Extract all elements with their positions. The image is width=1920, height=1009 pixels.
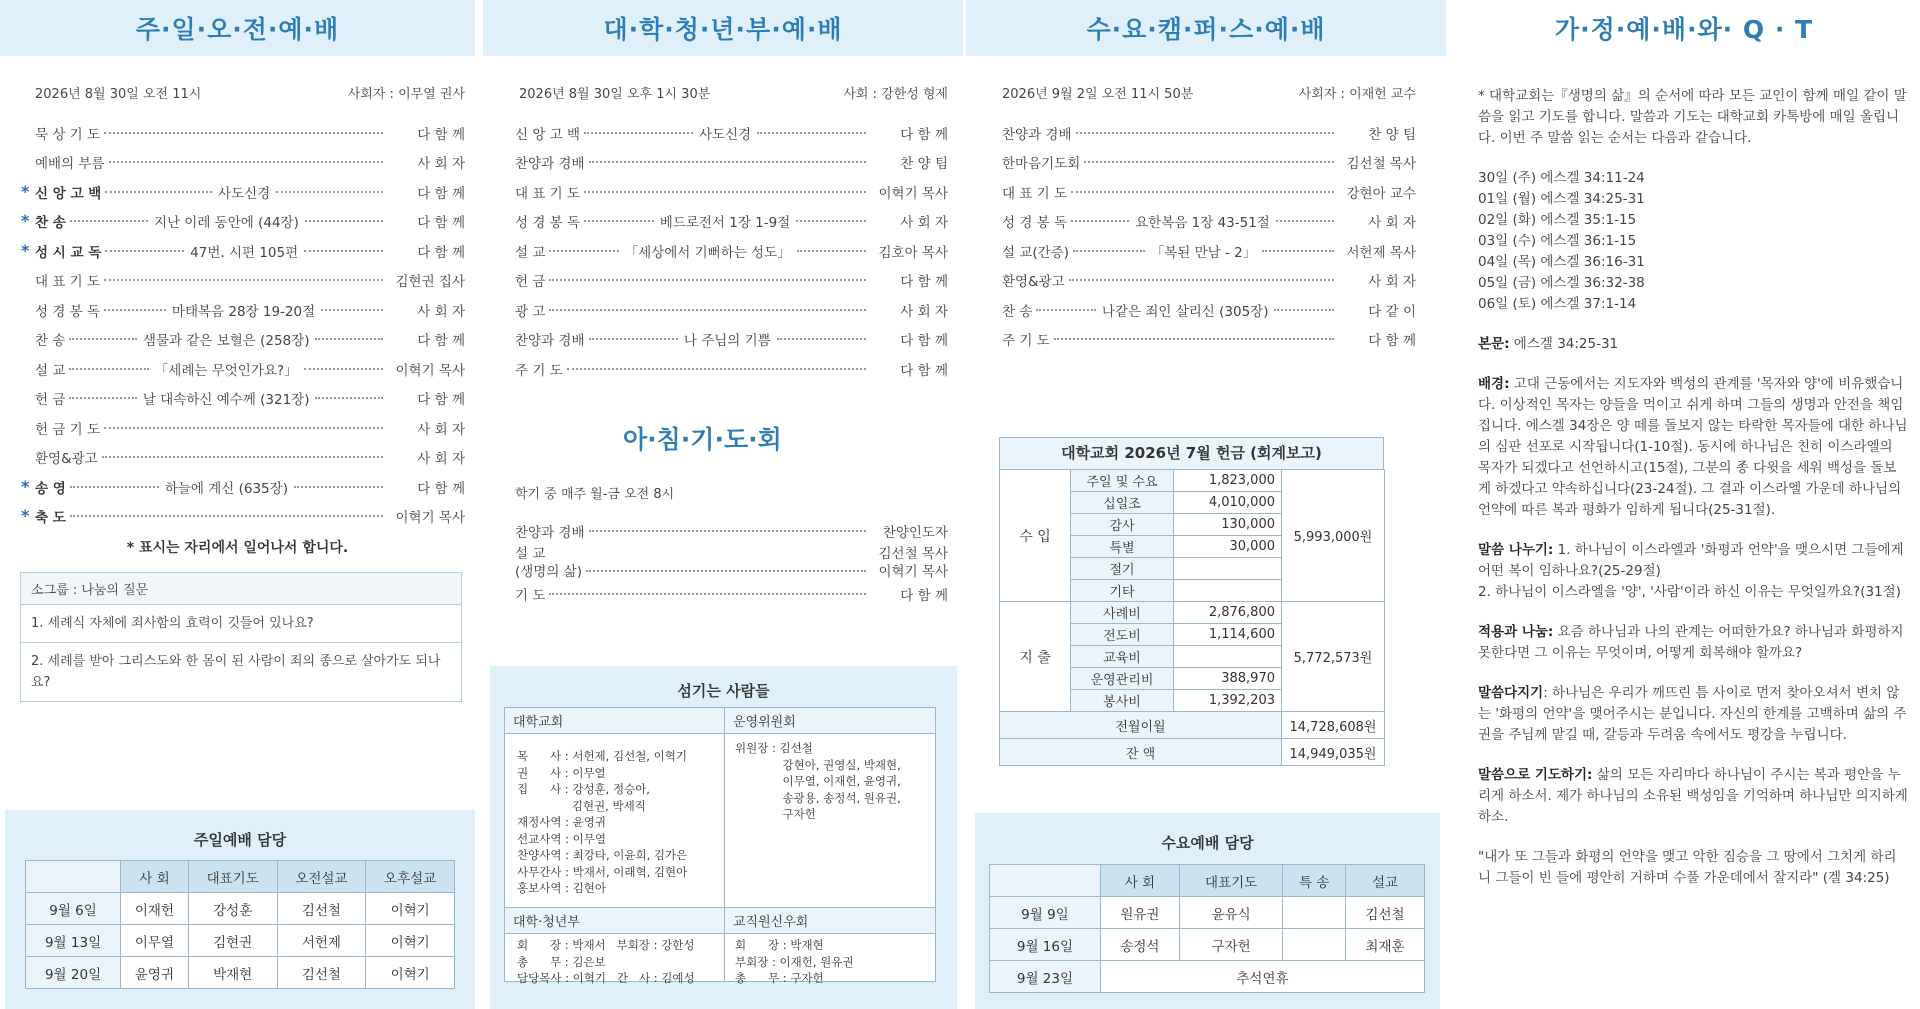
order-label: 성 경 봉 독: [1002, 215, 1068, 232]
order-detail: 지난 이레 동안에 (44장): [153, 215, 299, 232]
duty-cell: 9월 9일: [990, 897, 1101, 929]
staff-line: 집 사 : 강성훈, 정승아,: [517, 782, 650, 796]
order-label: 찬 송: [35, 333, 66, 350]
sunday-duty-panel: [5, 810, 475, 1009]
qt-readings: [1478, 168, 1908, 315]
order-label: 주 기 도: [515, 362, 563, 379]
duty-header: [26, 861, 121, 893]
order-leader: 다 함 께: [900, 126, 948, 143]
staff-line: 부회장 : 이재헌, 원유권: [735, 954, 854, 969]
finance-table: [999, 469, 1385, 766]
order-row: [515, 236, 948, 266]
order-label: 묵 상 기 도: [35, 126, 101, 143]
order-row: [1002, 148, 1416, 178]
order-leader: 사 회 자: [417, 303, 465, 320]
qt-content: [1478, 86, 1908, 889]
qt-background: 배경: 고대 근동에서는 지도자와 백성의 관계를 '목자와 양'에 비유했습니다. 이상적인 목자는 양들을 먹이고 쉬게 하며 그들의 생명과 안전을 책임집니다. 에스겔 34장은 양 떼를 돌보지 않는 타락한 목자들에 대한 하나님의 심판 선포로 시작됩니다(1-10절). 동시에 하나님은 친히 이스라엘의 목자가 되겠다고 선언하시고(15절), 그분의 종 다윗을 세워 백성을 돌보게 하겠다고 약속하십니다(23-24절). 그 결과 이스라엘 가운데 하나님의 언약에 따른 복과 평화가 임하게 됩니다(25-31절).: [1478, 376, 1908, 518]
qt-pray: 말씀으로 기도하기: 삶의 모든 자리마다 하나님이 주시는 복과 평안을 누리게 하소서. 제가 하나님의 소유된 백성임을 기억하며 하나님만 의지하게 하소.: [1478, 767, 1908, 825]
order-detail: 「세례는 무엇인가요?」: [154, 362, 298, 379]
order-detail: 요한복음 1장 43-51절: [1135, 215, 1270, 232]
table-row: [26, 957, 455, 989]
discussion-question-2: 2. 세례를 받아 그리스도와 한 몸이 된 사람이 죄의 종으로 살아가도 되나요?: [21, 642, 461, 701]
income-label: 수 입: [1000, 470, 1071, 602]
order-row: [515, 148, 948, 178]
staff-youth-box: 대학·청년부 회 장 : 박재서 부회장 : 강한성 총 무 : 김은보 담당목사 : 이혁기 간 사 : 김예성: [504, 907, 726, 982]
staff-line: 재정사역 : 윤영귀: [517, 815, 606, 829]
sunday-meta: [35, 83, 465, 102]
order-label: 찬양과 경배: [1002, 126, 1072, 143]
order-label: 성 경 봉 독: [515, 215, 581, 232]
order-label: 대 표 기 도: [1002, 185, 1068, 202]
table-row: [26, 893, 455, 925]
order-detail: 날 대속하신 예수께 (321장): [142, 392, 310, 409]
qt-verse: "내가 또 그들과 화평의 언약을 맺고 악한 짐승을 그 땅에서 그치게 하리니 그들이 빈 들에 평안히 거하며 수풀 가운데에서 잘지라" (겔 34:25): [1478, 849, 1897, 886]
order-row: [35, 266, 465, 296]
sunday-host: 사회자 : 이무열 권사: [347, 87, 465, 102]
duty-cell: 송정석: [1100, 929, 1179, 961]
order-label: 한마음기도회: [1002, 156, 1081, 173]
order-detail: 하늘에 계신 (635장): [164, 480, 288, 497]
duty-cell: 추석연휴: [1100, 961, 1424, 993]
order-leader: 다 함 께: [900, 274, 948, 291]
expense-amount: 1,114,600: [1174, 624, 1282, 646]
duty-cell: 9월 6일: [26, 893, 121, 925]
duty-header: 오후설교: [366, 861, 455, 893]
wednesday-order-list: [1002, 118, 1416, 354]
order-leader: 강현아 교수: [1346, 185, 1416, 202]
expense-item: 전도비: [1071, 624, 1174, 646]
sunday-order-list: [21, 118, 466, 531]
order-label: * 축 도: [21, 506, 66, 527]
expense-item: 교육비: [1071, 646, 1174, 668]
order-leader: 다 함 께: [900, 362, 948, 379]
staff-line: 권 사 : 이무열: [517, 765, 606, 780]
order-row: [35, 325, 465, 355]
staff-line: 회 장 : 박재현: [735, 938, 824, 952]
youth-host: 사회 : 강한성 형제: [843, 87, 948, 102]
qt-column: [1448, 0, 1920, 1009]
expense-total: 5,772,573원: [1282, 602, 1385, 712]
finance-title: 대학교회 2026년 7월 헌금 (회계보고): [999, 437, 1384, 469]
order-leader: 사 회 자: [1368, 274, 1416, 291]
order-row: [21, 502, 465, 532]
income-item: 십일조: [1071, 492, 1174, 514]
order-detail: 베드로전서 1장 1-9절: [659, 215, 791, 232]
order-leader: 사 회 자: [1368, 215, 1417, 232]
duty-cell: 이혁기: [366, 893, 455, 925]
reading-item: 01일 (월) 에스겔 34:25-31: [1478, 191, 1645, 207]
morning-order-row: 설 교 (생명의 삶) 김선철 목사 이혁기 목사: [515, 546, 948, 580]
expense-amount: [1174, 646, 1282, 668]
order-row: [515, 325, 948, 355]
balance-label: 잔 액: [1000, 739, 1282, 766]
wednesday-duty-title: 수요예배 담당: [1161, 834, 1254, 852]
income-amount: 1,823,000: [1174, 470, 1282, 492]
duty-header: 설교: [1345, 865, 1424, 897]
sunday-date: 2026년 8월 30일 오전 11시: [35, 87, 202, 102]
duty-header: 사 회: [1100, 865, 1179, 897]
table-row: [990, 961, 1425, 993]
star-icon: *: [21, 506, 30, 526]
carry-amount: 14,728,608원: [1282, 712, 1385, 739]
duty-cell: 원유권: [1100, 897, 1179, 929]
sunday-duty-table: [25, 860, 455, 989]
income-amount: [1174, 580, 1282, 602]
staff-line: 회 장 : 박재서 부회장 : 강한성: [517, 938, 695, 952]
discussion-question-1: 1. 세례식 자체에 죄사함의 효력이 깃들어 있나요?: [31, 616, 314, 631]
order-leader: 김현권 집사: [395, 274, 465, 291]
order-detail: 나같은 죄인 살리신 (305장): [1101, 303, 1269, 320]
income-item: 감사: [1071, 514, 1174, 536]
star-icon: *: [21, 476, 30, 496]
staff-line: 송광용, 송정석, 원유권,: [735, 790, 901, 805]
order-row: [21, 472, 465, 502]
order-label: 헌 금: [515, 274, 546, 291]
duty-cell: 김현권: [188, 925, 277, 957]
order-label: * 찬 송: [21, 211, 66, 232]
sunday-service-column: [0, 0, 475, 1009]
duty-cell: 이혁기: [366, 957, 455, 989]
order-label: * 신 앙 고 백: [21, 181, 102, 202]
expense-amount: 1,392,203: [1174, 690, 1282, 712]
expense-item: 봉사비: [1071, 690, 1174, 712]
order-detail: 「세상에서 기뻐하는 성도」: [624, 244, 791, 261]
order-row: [21, 236, 465, 266]
wednesday-service-column: [966, 0, 1446, 1009]
income-amount: 130,000: [1174, 514, 1282, 536]
order-leader: 사 회 자: [900, 303, 948, 320]
star-icon: *: [21, 211, 30, 231]
order-row: [515, 118, 948, 148]
table-row: [990, 929, 1425, 961]
income-item: 특별: [1071, 536, 1174, 558]
duty-cell: 윤영귀: [121, 957, 189, 989]
wednesday-title: 수·요·캠·퍼·스·예·배: [966, 0, 1446, 56]
qt-keep: 말씀다지기: 하나님은 우리가 깨뜨린 틈 사이로 먼저 찾아오셔서 변치 않는 '화평의 언약'을 맺어주시는 분입니다. 자신의 한계를 고백하며 삶의 주권을 주님께 맡길 때, 갈등과 두려움 속에서도 평강을 누립니다.: [1478, 685, 1907, 743]
order-leader: 다 함 께: [417, 215, 465, 232]
wednesday-duty-table: [989, 864, 1425, 993]
morning-order-row: 찬양과 경배 찬양인도자: [515, 525, 948, 541]
duty-cell: 9월 16일: [990, 929, 1101, 961]
order-row: [35, 295, 465, 325]
duty-cell: 서헌제: [277, 925, 366, 957]
order-label: * 송 영: [21, 476, 66, 497]
discussion-questions-box: [20, 572, 462, 702]
order-detail: 사도신경: [218, 185, 271, 202]
order-label: 성 경 봉 독: [35, 303, 101, 320]
staff-line: 찬양사역 : 최강타, 이윤희, 김가은: [517, 848, 688, 862]
order-label: 환영&광고: [1002, 274, 1065, 291]
order-leader: 사 회 자: [417, 156, 465, 173]
duty-header: 대표기도: [188, 861, 277, 893]
order-leader: 다 함 께: [417, 480, 465, 497]
duty-header: 사 회: [121, 861, 189, 893]
wednesday-duty-panel: [975, 813, 1440, 1009]
order-row: [515, 207, 948, 237]
order-row: [35, 354, 465, 384]
order-detail: 샘물과 같은 보혈은 (258장): [142, 333, 310, 350]
qt-apply: 적용과 나눔: 요즘 하나님과 나의 관계는 어떠한가요? 하나님과 화평하지 못한다면 그 이유는 무엇이며, 어떻게 회복해야 할까요?: [1478, 624, 1904, 661]
order-row: [1002, 177, 1416, 207]
income-total: 5,993,000원: [1282, 470, 1385, 602]
order-leader: 다 함 께: [417, 126, 465, 143]
star-icon: *: [21, 181, 30, 201]
duty-cell: 이무열: [121, 925, 189, 957]
sunday-duty-title: 주일예배 담당: [193, 831, 287, 849]
order-row: [1002, 295, 1416, 325]
order-detail: 마태복음 28장 19-20절: [171, 303, 316, 320]
morning-prayer-schedule: 학기 중 매주 월-금 오전 8시: [515, 487, 675, 502]
order-label: 헌 금: [35, 392, 66, 409]
wednesday-host: 사회자 : 이재헌 교수: [1298, 87, 1416, 102]
reading-item: 30일 (주) 에스겔 34:11-24: [1478, 170, 1645, 186]
order-row: [515, 177, 948, 207]
income-item: 기타: [1071, 580, 1174, 602]
duty-cell: 윤유식: [1179, 897, 1282, 929]
order-leader: 이혁기 목사: [395, 362, 466, 379]
order-label: 대 표 기 도: [35, 274, 101, 291]
order-detail: 「복된 만남 - 2」: [1150, 244, 1257, 261]
order-leader: 이혁기 목사: [878, 185, 948, 202]
duty-header: 특 송: [1283, 865, 1346, 897]
staff-line: 강현아, 권영실, 박재현,: [735, 757, 901, 772]
order-detail: 사도신경: [698, 126, 752, 143]
order-leader: 다 함 께: [417, 333, 466, 350]
order-label: 설 교(간증): [1002, 244, 1069, 261]
duty-cell: 박재현: [188, 957, 277, 989]
staff-line: 선교사역 : 이무열: [517, 831, 606, 846]
order-leader: 김선철 목사: [1346, 156, 1416, 173]
order-label: 찬양과 경배: [515, 333, 585, 350]
order-leader: 이혁기 목사: [395, 510, 465, 527]
youth-date: 2026년 8월 30일 오후 1시 30분: [519, 87, 711, 102]
order-row: [35, 118, 465, 148]
order-leader: 김호아 목사: [878, 244, 948, 261]
duty-cell: [1283, 929, 1346, 961]
order-label: 헌 금 기 도: [35, 421, 101, 438]
staff-title: 섬기는 사람들: [677, 682, 770, 700]
morning-order-row: 기 도 다 함 께: [515, 588, 948, 604]
order-row: [35, 384, 465, 414]
duty-header: 오전설교: [277, 861, 366, 893]
order-leader: 다 함 께: [417, 185, 465, 202]
order-leader: 사 회 자: [417, 421, 465, 438]
income-item: 절기: [1071, 558, 1174, 580]
youth-service-column: [483, 0, 963, 1009]
order-leader: 사 회 자: [417, 451, 465, 468]
duty-cell: 구자헌: [1179, 929, 1282, 961]
order-row: [1002, 236, 1416, 266]
reading-item: 04일 (목) 에스겔 36:16-31: [1478, 254, 1645, 270]
order-leader: 다 함 께: [417, 244, 465, 261]
order-label: 찬 송: [1002, 303, 1033, 320]
duty-header: 대표기도: [1179, 865, 1282, 897]
table-row: [26, 925, 455, 957]
qt-text: 본문: 에스겔 34:25-31: [1478, 336, 1619, 352]
staff-line: 목 사 : 서헌제, 김선철, 이혁기: [517, 749, 687, 763]
order-leader: 서헌제 목사: [1346, 244, 1416, 261]
order-row: [515, 266, 948, 296]
duty-cell: 이재헌: [121, 893, 189, 925]
staff-faculty-box: 교직원신우회 회 장 : 박재현 부회장 : 이재헌, 원유권 총 무 : 구자헌: [724, 907, 936, 982]
order-row: [1002, 266, 1416, 296]
income-item: 주일 및 수요: [1071, 470, 1174, 492]
order-row: [1002, 118, 1416, 148]
star-icon: *: [21, 240, 30, 260]
morning-prayer-title: 아·침·기·도·회: [623, 425, 782, 454]
duty-cell: 9월 23일: [990, 961, 1101, 993]
expense-amount: 388,970: [1174, 668, 1282, 690]
staff-line: 담당목사 : 이혁기 간 사 : 김예성: [517, 971, 695, 985]
order-row: [35, 413, 465, 443]
order-row: [1002, 325, 1416, 355]
duty-header: [990, 865, 1101, 897]
stand-note: * 표시는 자리에서 일어나서 합니다.: [126, 540, 349, 556]
order-row: [35, 443, 465, 473]
order-leader: 사 회 자: [900, 215, 948, 232]
qt-share: 말씀 나누기: 1. 하나님이 이스라엘과 '화평과 언약'을 맺으시면 그들에게 어떤 복이 임하나요?(25-29절): [1478, 542, 1904, 579]
staff-line: 김현권, 박세직: [517, 798, 646, 813]
duty-cell: 김선철: [277, 957, 366, 989]
staff-committee-box: 운영위원회 위원장 : 김선철 강현아, 권영실, 박재현, 이무열, 이재헌, 윤영귀, 송광용, 송정석, 원유권, 구자헌: [724, 707, 936, 909]
expense-amount: 2,876,800: [1174, 602, 1282, 624]
duty-cell: [1283, 897, 1346, 929]
duty-cell: 최재훈: [1345, 929, 1424, 961]
duty-cell: 이혁기: [366, 925, 455, 957]
duty-cell: 김선철: [1345, 897, 1424, 929]
staff-church-box: 대학교회 목 사 : 서헌제, 김선철, 이혁기 권 사 : 이무열 집 사 : 강성훈, 정승아, 김현권, 박세직 재정사역 : 윤영귀 선교사역 : 이무열 찬양사역 : 최강타, 이윤희, 김가은 사무간사 : 박재서, 이래혁, 김현아 홍보사역 : 김현아: [504, 707, 726, 909]
order-row: [21, 207, 465, 237]
youth-title: 대·학·청·년·부·예·배: [483, 0, 963, 56]
balance-amount: 14,949,035원: [1282, 739, 1385, 766]
staff-line: 총 무 : 김은보: [517, 954, 606, 969]
sunday-title: 주·일·오·전·예·배: [0, 0, 475, 56]
order-label: * 성 시 교 독: [21, 240, 102, 261]
order-leader: 찬 양 팀: [900, 156, 948, 173]
expense-label: 지 출: [1000, 602, 1071, 712]
order-label: 대 표 기 도: [515, 185, 581, 202]
staff-panel: [490, 666, 957, 1009]
income-amount: 4,010,000: [1174, 492, 1282, 514]
order-row: [1002, 207, 1416, 237]
finance-report: [999, 437, 1384, 766]
order-label: 광 고: [515, 303, 546, 320]
order-label: 환영&광고: [35, 451, 98, 468]
order-detail: 47번. 시편 105편: [190, 244, 299, 261]
order-leader: 다 같 이: [1368, 303, 1417, 320]
order-leader: 다 함 께: [417, 392, 466, 409]
income-amount: [1174, 558, 1282, 580]
staff-line: 사무간사 : 박재서, 이래혁, 김현아: [517, 864, 688, 879]
order-leader: 찬 양 팀: [1368, 126, 1416, 143]
wednesday-meta: [1002, 83, 1416, 102]
expense-item: 운영관리비: [1071, 668, 1174, 690]
duty-cell: 9월 13일: [26, 925, 121, 957]
qt-share-2: 2. 하나님이 이스라엘을 '양', '사람'이라 하신 이유는 무엇일까요?(31절): [1478, 584, 1901, 600]
reading-item: 03일 (수) 에스겔 36:1-15: [1478, 233, 1637, 249]
staff-line: 이무열, 이재헌, 윤영귀,: [735, 774, 901, 788]
duty-cell: 강성훈: [188, 893, 277, 925]
wednesday-date: 2026년 9월 2일 오전 11시 50분: [1002, 87, 1194, 102]
reading-item: 05일 (금) 에스겔 36:32-38: [1478, 275, 1645, 291]
order-label: 예배의 부름: [35, 156, 105, 173]
staff-line: 총 무 : 구자헌: [735, 971, 824, 985]
order-leader: 다 함 께: [900, 333, 948, 350]
morning-prayer-order: [515, 517, 948, 607]
staff-line: 홍보사역 : 김현아: [517, 881, 606, 895]
carry-label: 전월이월: [1000, 712, 1282, 739]
order-row: [35, 148, 465, 178]
qt-title: 가·정·예·배·와· Q · T: [1554, 15, 1814, 44]
qt-intro: * 대학교회는『생명의 삶』의 순서에 따라 모든 교인이 함께 매일 같이 말씀을 읽고 기도를 합니다. 말씀과 기도는 대학교회 카톡방에 매일 올립니다. 이번 주 말씀 읽는 순서는 다음과 같습니다.: [1478, 88, 1907, 146]
order-label: 설 교: [35, 362, 66, 379]
staff-line: 위원장 : 김선철: [735, 741, 813, 755]
order-row: [515, 295, 948, 325]
expense-item: 사례비: [1071, 602, 1174, 624]
income-amount: 30,000: [1174, 536, 1282, 558]
order-row: [515, 354, 948, 384]
order-detail: 나 주님의 기쁨: [683, 333, 771, 350]
order-label: 찬양과 경배: [515, 156, 585, 173]
reading-item: 02일 (화) 에스겔 35:1-15: [1478, 212, 1637, 228]
order-label: 신 앙 고 백: [515, 126, 581, 143]
table-row: [990, 897, 1425, 929]
reading-item: 06일 (토) 에스겔 37:1-14: [1478, 296, 1637, 312]
youth-order-list: [515, 118, 948, 384]
staff-line: 구자헌: [735, 807, 816, 821]
discussion-questions-title: 소그룹 : 나눔의 질문: [21, 573, 461, 605]
order-label: 설 교: [515, 244, 546, 261]
duty-cell: 9월 20일: [26, 957, 121, 989]
order-row: [21, 177, 465, 207]
youth-meta: [519, 83, 948, 102]
order-label: 주 기 도: [1002, 333, 1050, 350]
order-leader: 다 함 께: [1368, 333, 1416, 350]
duty-cell: 김선철: [277, 893, 366, 925]
